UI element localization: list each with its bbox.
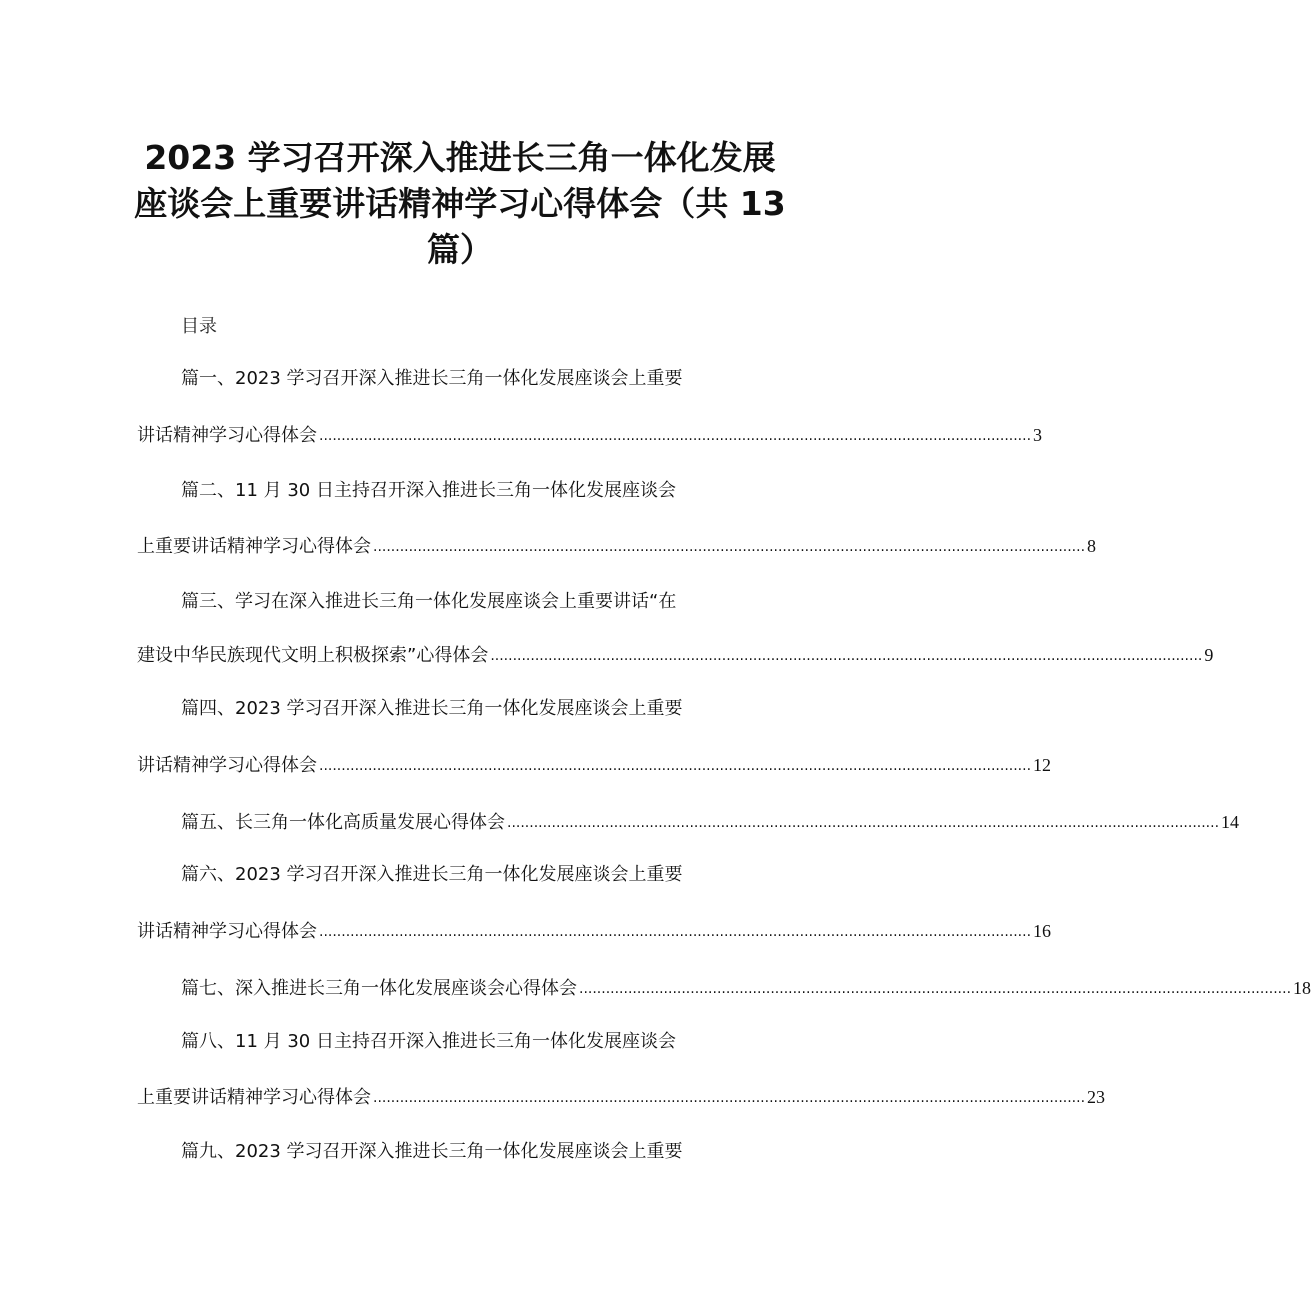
toc-entry-4-line2[interactable]	[137, 752, 1052, 780]
toc-entry-1-line1[interactable]: 篇一、2023 学习召开深入推进长三角一体化发展座谈会上重要	[181, 368, 683, 389]
toc-entry-8-line1[interactable]: 篇八、11 月 30 日主持召开深入推进长三角一体化发展座谈会	[181, 1031, 676, 1052]
dot-leader: ................................................................................................................................................................	[319, 758, 1032, 774]
toc-page-number: 14	[1221, 812, 1240, 832]
toc-entry-text: 篇五、长三角一体化高质量发展心得体会	[181, 812, 505, 833]
toc-page-number: 16	[1033, 921, 1052, 941]
toc-entry-text: 篇七、深入推进长三角一体化发展座谈会心得体会	[181, 978, 577, 999]
toc-entry-text: 上重要讲话精神学习心得体会	[137, 1087, 371, 1108]
toc-entry-8-line2[interactable]	[137, 1084, 1106, 1112]
toc-entry-2-line1[interactable]: 篇二、11 月 30 日主持召开深入推进长三角一体化发展座谈会	[181, 480, 676, 501]
toc-page-number: 3	[1033, 425, 1043, 445]
toc-entry-2-line2[interactable]	[137, 533, 1097, 561]
toc-entry-text: 讲话精神学习心得体会	[137, 921, 317, 942]
toc-page-number: 8	[1087, 536, 1097, 556]
toc-entry-text: 讲话精神学习心得体会	[137, 755, 317, 776]
toc-entry-5[interactable]	[181, 809, 1240, 837]
dot-leader: ................................................................................................................................................................	[319, 428, 1032, 444]
dot-leader: ................................................................................................................................................................	[490, 648, 1203, 664]
dot-leader: ................................................................................................................................................................	[579, 981, 1292, 997]
toc-entry-9-line1[interactable]: 篇九、2023 学习召开深入推进长三角一体化发展座谈会上重要	[181, 1141, 683, 1162]
toc-page-number: 12	[1033, 755, 1052, 775]
toc-entry-3-line2[interactable]	[137, 642, 1214, 670]
dot-leader: ................................................................................................................................................................	[507, 815, 1220, 831]
toc-entry-7[interactable]	[181, 975, 1311, 1003]
title-line-1: 2023 学习召开深入推进长三角一体化发展	[144, 138, 776, 177]
toc-page-number: 23	[1087, 1087, 1106, 1107]
document-title	[120, 136, 800, 276]
dot-leader: ................................................................................................................................................................	[319, 924, 1032, 940]
toc-page-number: 18	[1293, 978, 1311, 998]
title-line-2: 座谈会上重要讲话精神学习心得体会（共 13	[134, 184, 786, 223]
title-line-3: 篇）	[427, 230, 493, 269]
toc-heading: 目录	[181, 316, 217, 337]
dot-leader: ................................................................................................................................................................	[373, 539, 1086, 555]
toc-entry-1-line2[interactable]	[137, 422, 1043, 450]
toc-entry-text: 建设中华民族现代文明上积极探索”心得体会	[137, 645, 489, 666]
toc-entry-6-line2[interactable]	[137, 918, 1052, 946]
dot-leader: ................................................................................................................................................................	[373, 1090, 1086, 1106]
toc-entry-6-line1[interactable]: 篇六、2023 学习召开深入推进长三角一体化发展座谈会上重要	[181, 864, 683, 885]
toc-page-number: 9	[1204, 645, 1214, 665]
toc-entry-4-line1[interactable]: 篇四、2023 学习召开深入推进长三角一体化发展座谈会上重要	[181, 698, 683, 719]
toc-entry-3-line1[interactable]: 篇三、学习在深入推进长三角一体化发展座谈会上重要讲话“在	[181, 591, 677, 612]
toc-entry-text: 上重要讲话精神学习心得体会	[137, 536, 371, 557]
toc-entry-text: 讲话精神学习心得体会	[137, 425, 317, 446]
